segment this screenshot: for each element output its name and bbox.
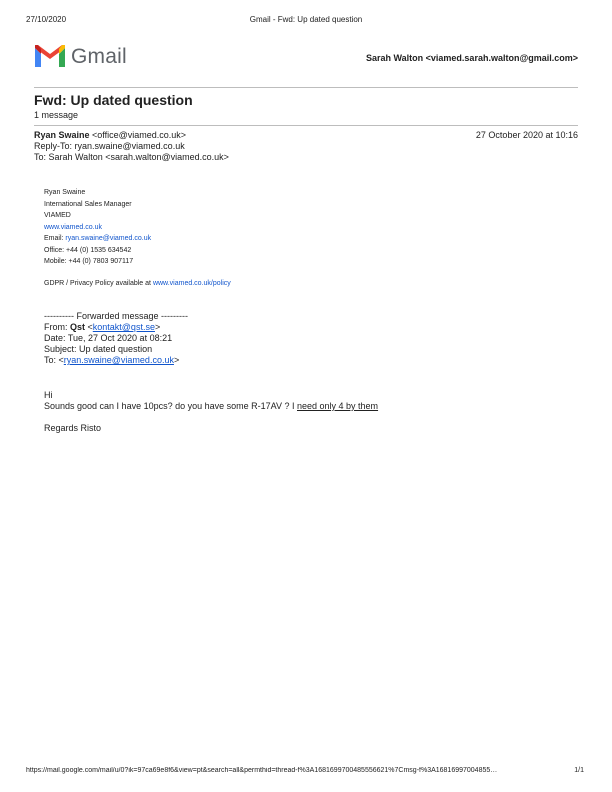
reply-to: Reply-To: ryan.swaine@viamed.co.uk [34,141,185,151]
forward-date: Date: Tue, 27 Oct 2020 at 08:21 [44,333,173,343]
gmail-wordmark: Gmail [71,45,127,68]
sender-email: <office@viamed.co.uk> [92,130,187,140]
forward-from [44,322,188,333]
forward-from-email-link[interactable]: kontakt@qst.se [92,322,155,332]
signature-website-link[interactable]: www.viamed.co.uk [44,223,102,231]
signature [44,187,151,268]
gdpr-link[interactable]: www.viamed.co.uk/policy [152,280,231,287]
gmail-m-icon [35,45,65,68]
forward-from-open: < [85,322,93,332]
sender-line [34,130,186,141]
body-line-text: Sounds good can I have 10pcs? do you have some R-17AV ? I [44,401,297,411]
forward-from-close: > [154,322,161,332]
thread-subject: Fwd: Up dated question [34,92,193,108]
gdpr-line [44,278,231,290]
body-line [44,401,378,412]
signature-email-label: Email: [44,235,66,242]
forward-to [44,355,188,366]
print-title: Gmail - Fwd: Up dated question [249,15,363,24]
forward-to-label: To: < [44,355,64,365]
body-closing: Regards Risto [44,423,102,433]
header-divider [34,87,578,88]
signature-name: Ryan Swaine [44,189,86,196]
message-date: 27 October 2020 at 10:16 [475,130,578,140]
account-name: Sarah Walton <viamed.sarah.walton@gmail.com> [365,53,578,63]
forward-from-name: Qst [70,322,86,332]
signature-office: Office: +44 (0) 1535 634542 [44,246,132,254]
signature-email-line [44,233,151,245]
print-date: 27/10/2020 [26,15,67,24]
forward-from-label: From: [44,322,70,332]
signature-company: VIAMED [44,212,71,219]
subject-divider [34,125,578,126]
signature-email-link[interactable]: ryan.swaine@viamed.co.uk [65,235,152,242]
message-count: 1 message [34,110,79,120]
body-line-underlined: need only 4 by them [297,401,379,411]
gmail-logo [35,44,131,70]
forward-to-close: > [173,355,180,365]
print-url: https://mail.google.com/mail/u/0?ik=97ca69e8f6&view=pt&search=all&permthid=thread-f%3A1681699700485556621%7Cmsg-f%3A16816997004855… [26,767,498,774]
print-page-number: 1/1 [574,767,584,774]
gdpr-text: GDPR / Privacy Policy available at [44,280,153,287]
body-greeting: Hi [44,390,53,400]
signature-role: International Sales Manager [44,200,132,208]
forward-subject: Subject: Up dated question [44,344,153,354]
signature-mobile: Mobile: +44 (0) 7803 907117 [44,258,134,265]
sender-name: Ryan Swaine [34,130,90,140]
forwarded-header [44,311,188,366]
forward-to-email-link[interactable]: ryan.swaine@viamed.co.uk [63,355,174,365]
forward-divider: ---------- Forwarded message --------- [44,311,188,321]
recipient: To: Sarah Walton <sarah.walton@viamed.co.uk> [34,152,229,162]
